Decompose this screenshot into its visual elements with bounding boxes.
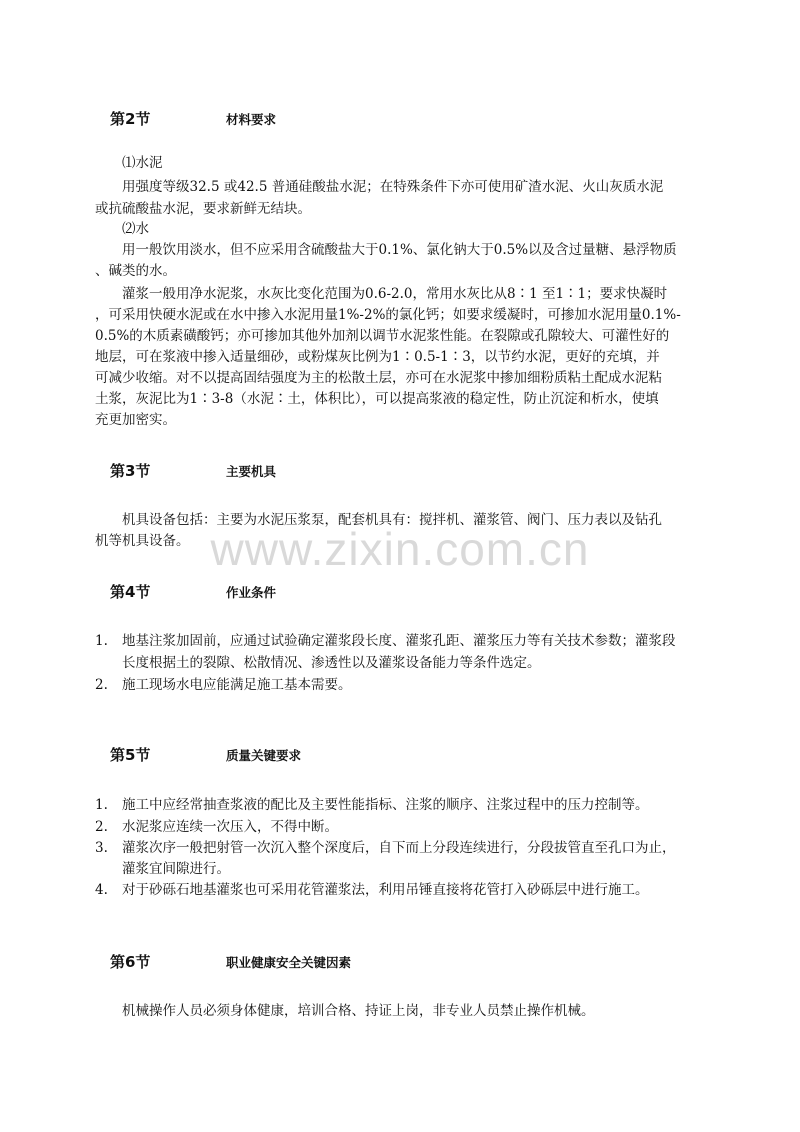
list-item-number: 1. [95, 797, 108, 813]
section-title: 职业健康安全关键因素 [226, 955, 352, 970]
list-item-text: 灌浆次序一般把射管一次沉入整个深度后，自下而上分段连续进行，分段拔管直至孔口为止， [122, 840, 676, 856]
list-item-text: 长度根据土的裂隙、松散情况、渗透性以及灌浆设备能力等条件选定。 [122, 655, 541, 671]
paragraph-line: 可减少收缩。对不以提高固结强度为主的松散土层，亦可在水泥浆中掺加细粉质粘土配成水泥粘 [95, 370, 662, 386]
watermark: www.zixin.com.cn [210, 523, 590, 575]
paragraph-line: ，可采用快硬水泥或在水中掺入水泥用量1%-2%的氯化钙；如要求缓凝时，可掺加水泥用量0.1%- [95, 307, 681, 323]
section-title: 材料要求 [226, 112, 277, 127]
paragraph-line: 用一般饮用淡水，但不应采用含硫酸盐大于0.1%、氯化钠大于0.5%以及含过量糖、悬浮物质 [122, 242, 677, 258]
paragraph-line: 机具设备包括：主要为水泥压浆泵，配套机具有：搅拌机、灌浆管、阀门、压力表以及钻孔 [122, 512, 662, 528]
section-number: 第6节 [110, 953, 151, 971]
paragraph-line: 或抗硫酸盐水泥，要求新鲜无结块。 [95, 201, 311, 217]
list-item-text: 地基注浆加固前，应通过试验确定灌浆段长度、灌浆孔距、灌浆压力等有关技术参数；灌浆段 [122, 633, 676, 649]
paragraph-line: 0.5%的木质素磺酸钙；亦可掺加其他外加剂以调节水泥浆性能。在裂隙或孔隙较大、可灌性好的 [95, 328, 670, 344]
list-item-number: 4. [95, 882, 108, 898]
paragraph-line: 充更加密实。 [95, 412, 176, 428]
paragraph-line: 用强度等级32.5 或42.5 普通硅酸盐水泥；在特殊条件下亦可使用矿渣水泥、火山灰质水泥 [122, 179, 664, 195]
paragraph-line: 灌浆一般用净水泥浆，水灰比变化范围为0.6-2.0，常用水灰比从8∶1 至1∶1；要求快凝时 [122, 286, 668, 302]
subheading-water: ⑵水 [122, 221, 149, 237]
list-item-text: 水泥浆应连续一次压入，不得中断。 [122, 819, 338, 835]
list-item-number: 1. [95, 633, 108, 649]
list-item-number: 3. [95, 840, 108, 856]
list-item-text: 对于砂砾石地基灌浆也可采用花管灌浆法，利用吊锤直接将花管打入砂砾层中进行施工。 [122, 882, 649, 898]
list-item-text: 灌浆宜间隙进行。 [122, 861, 230, 877]
subheading-cement: ⑴水泥 [122, 155, 163, 171]
paragraph-line: 地层，可在浆液中掺入适量细砂，或粉煤灰比例为1∶0.5-1∶3，以节约水泥，更好的充填，并 [95, 349, 660, 365]
list-item-number: 2. [95, 677, 108, 693]
paragraph-line: 机械操作人员必须身体健康，培训合格、持证上岗，非专业人员禁止操作机械。 [122, 1003, 595, 1019]
section-number: 第5节 [110, 746, 151, 764]
list-item-text: 施工现场水电应能满足施工基本需要。 [122, 677, 352, 693]
section-title: 主要机具 [226, 464, 277, 479]
paragraph-line: 土浆，灰泥比为1∶3-8（水泥∶土，体积比），可以提高浆液的稳定性，防止沉淀和析水，使填 [95, 391, 659, 407]
list-item-text: 施工中应经常抽查浆液的配比及主要性能指标、注浆的顺序、注浆过程中的压力控制等。 [122, 797, 649, 813]
section-number: 第3节 [110, 462, 151, 480]
section-title: 质量关键要求 [226, 748, 302, 763]
list-item-number: 2. [95, 819, 108, 835]
paragraph-line: 机等机具设备。 [95, 533, 190, 549]
section-number: 第4节 [110, 583, 151, 601]
section-title: 作业条件 [226, 585, 277, 600]
section-number: 第2节 [110, 110, 151, 128]
paragraph-line: 、碱类的水。 [95, 263, 176, 279]
